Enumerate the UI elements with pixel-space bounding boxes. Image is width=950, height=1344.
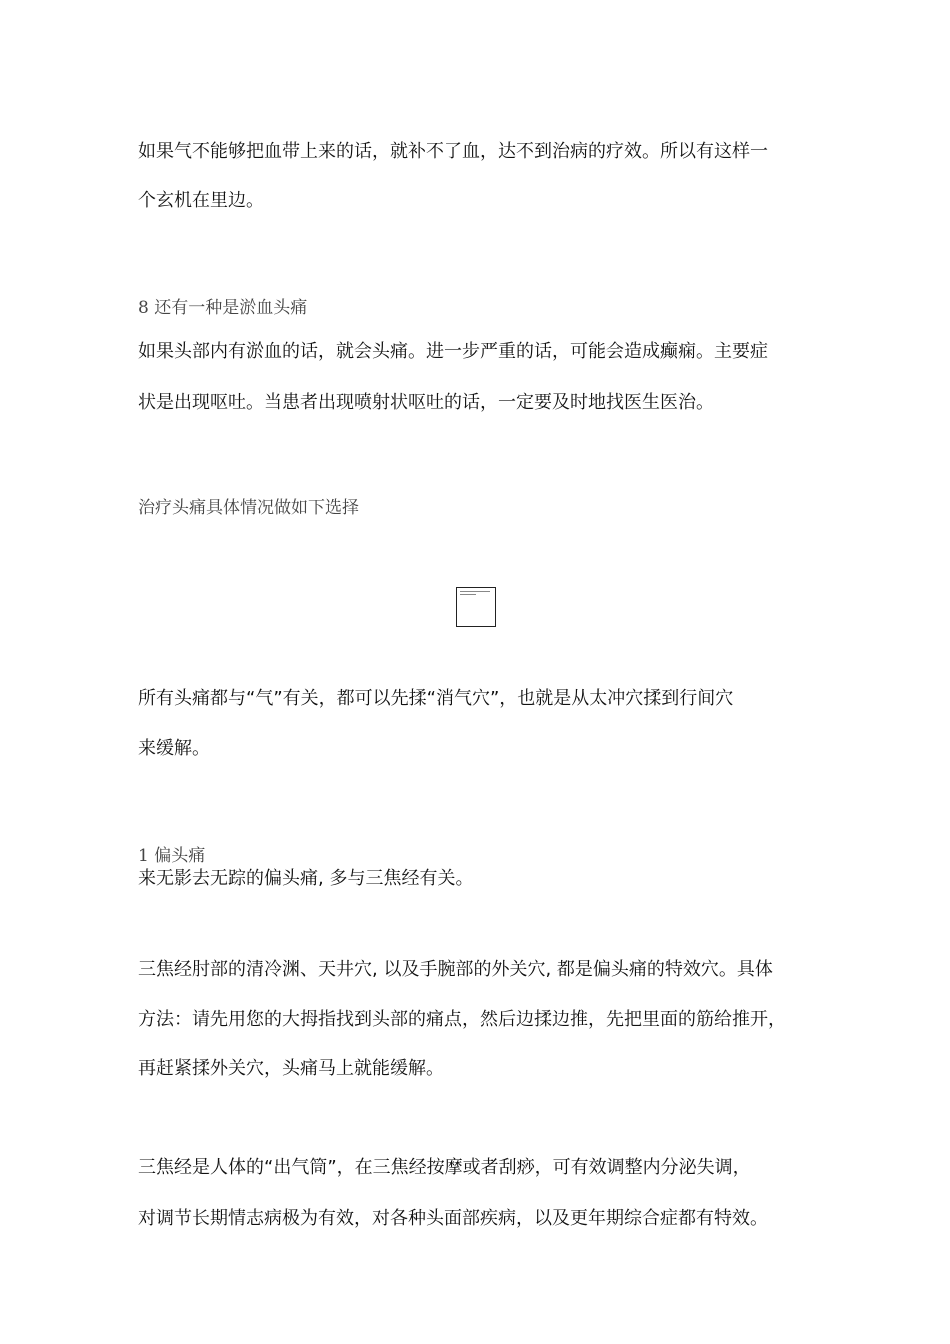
paragraph-line: 方法：请先用您的大拇指找到头部的痛点，然后边揉边推，先把里面的筋给推开， <box>138 1009 786 1030</box>
paragraph-line: 再赶紧揉外关穴，头痛马上就能缓解。 <box>138 1058 444 1079</box>
paragraph-line: 来缓解。 <box>138 738 210 759</box>
paragraph-line: 三焦经是人体的“出气筒”，在三焦经按摩或者刮痧，可有效调整内分泌失调， <box>138 1157 751 1178</box>
paragraph-line: 个玄机在里边。 <box>138 190 264 211</box>
section-heading-migraine: 1 偏头痛 <box>138 846 206 866</box>
image-placeholder-icon <box>456 587 496 627</box>
section-heading-blood-stasis: 8 还有一种是淤血头痛 <box>138 298 308 318</box>
paragraph-line: 对调节长期情志病极为有效，对各种头面部疾病，以及更年期综合症都有特效。 <box>138 1208 768 1229</box>
paragraph-line: 状是出现呕吐。当患者出现喷射状呕吐的话，一定要及时地找医生医治。 <box>138 392 714 413</box>
paragraph-line: 如果头部内有淤血的话，就会头痛。进一步严重的话，可能会造成癫痫。主要症 <box>138 341 768 362</box>
paragraph-line: 如果气不能够把血带上来的话，就补不了血，达不到治病的疗效。所以有这样一 <box>138 141 768 162</box>
section-heading-treatment: 治疗头痛具体情况做如下选择 <box>138 498 359 518</box>
paragraph-line: 来无影去无踪的偏头痛, 多与三焦经有关。 <box>138 868 474 889</box>
paragraph-line: 所有头痛都与“气”有关，都可以先揉“消气穴”，也就是从太冲穴揉到行间穴 <box>138 688 734 709</box>
paragraph-line: 三焦经肘部的清冷渊、天井穴, 以及手腕部的外关穴, 都是偏头痛的特效穴。具体 <box>138 959 773 980</box>
